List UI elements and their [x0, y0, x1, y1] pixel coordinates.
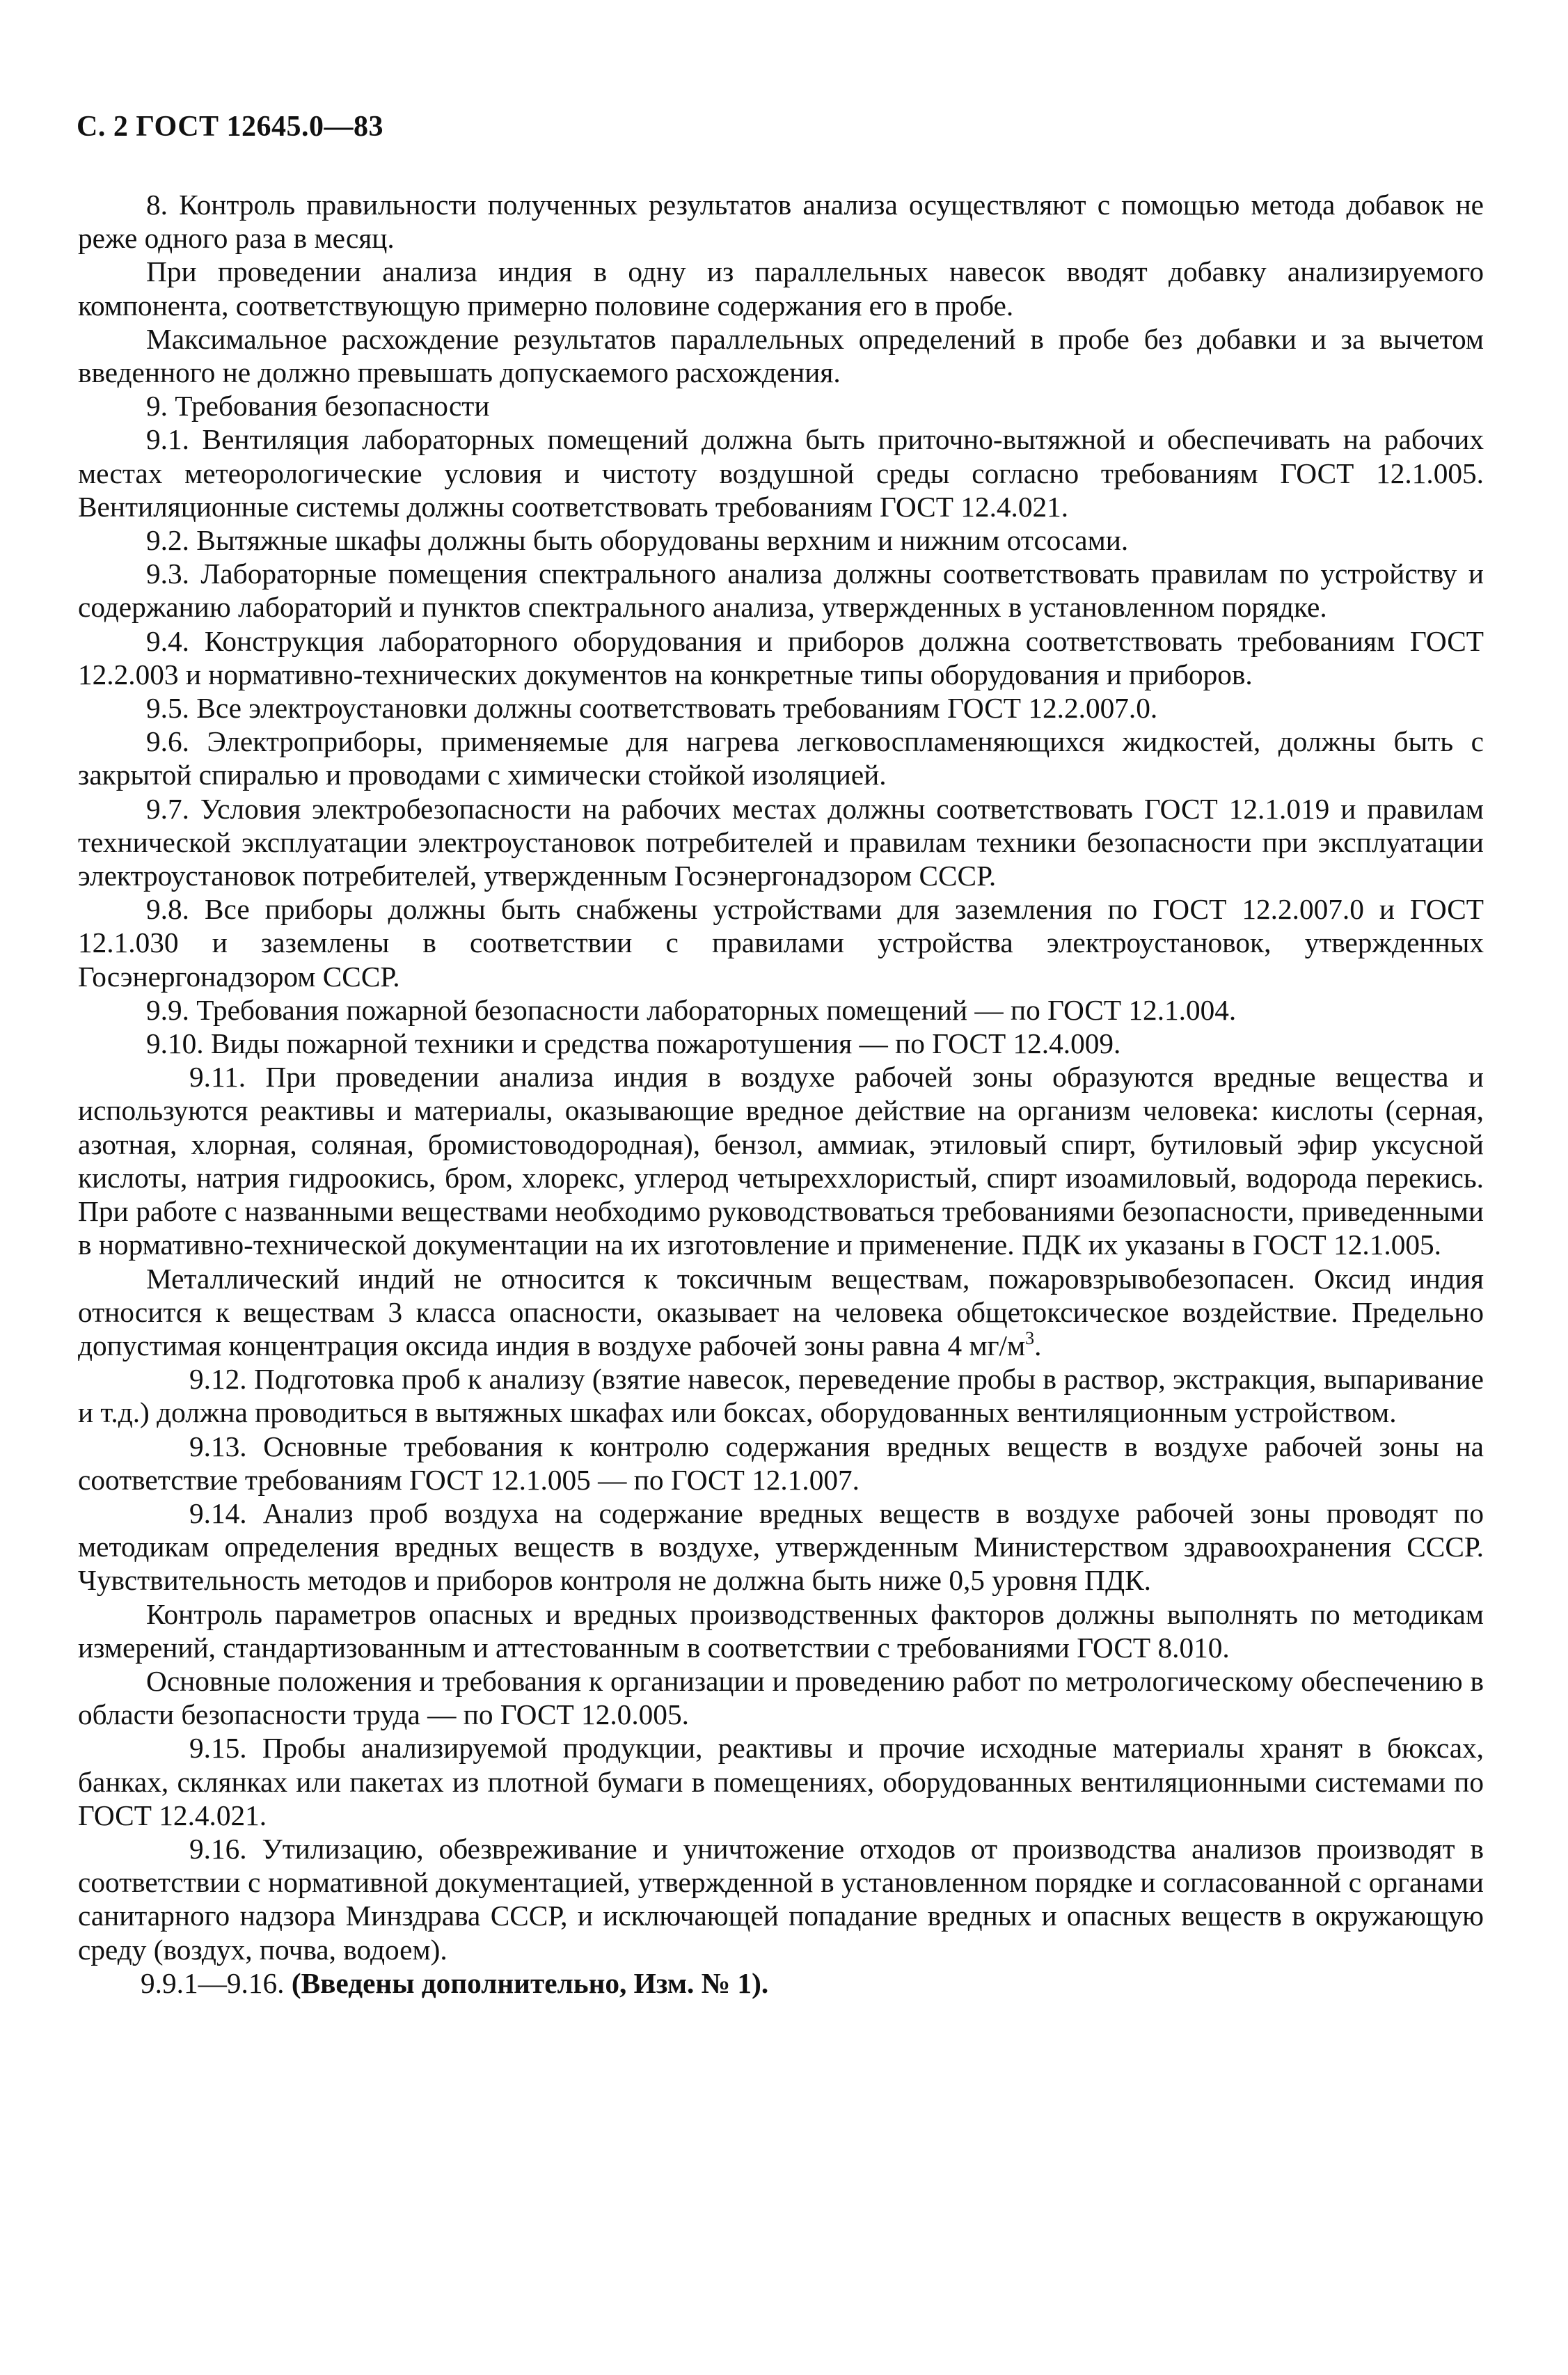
- paragraph-9-2: 9.2. Вытяжные шкафы должны быть оборудованы верхним и нижним отсосами.: [146, 524, 1129, 557]
- paragraph-9-13: 9.13. Основные требования к контролю содержания вредных веществ в воздухе рабочей зоны на соответствие требованиям ГОСТ 12.1.005 — по ГОСТ 12.1.007.: [78, 1430, 1484, 1496]
- paragraph-8-addition: При проведении анализа индия в одну из параллельных навесок вводят добавку анализируемого компонента, соответствующую примерно половине содержания его в пробе.: [78, 255, 1484, 322]
- section-9-heading: 9. Требования безопасности: [146, 390, 490, 423]
- paragraph-9-5: 9.5. Все электроустановки должны соответствовать требованиям ГОСТ 12.2.007.0.: [146, 692, 1158, 725]
- paragraph-indium-toxicity: [78, 1262, 1484, 1363]
- document-body: [78, 188, 1484, 2000]
- paragraph-9-10: 9.10. Виды пожарной техники и средства пожаротушения — по ГОСТ 12.4.009.: [146, 1027, 1121, 1060]
- indium-text: Металлический индий не относится к токсичным веществам, пожаровзрывобезопасен. Оксид индия относится к веществам 3 класса опасности, оказывает на человека общетоксическое воздействие. Предельно допустимая концентрация оксида индия в воздухе рабочей зоны равна 4 мг/м: [78, 1262, 1484, 1362]
- paragraph-metrology: Основные положения и требования к организации и проведению работ по метрологическому обеспечению в области безопасности труда — по ГОСТ 12.0.005.: [78, 1664, 1484, 1731]
- paragraph-9-8: 9.8. Все приборы должны быть снабжены устройствами для заземления по ГОСТ 12.2.007.0 и ГОСТ 12.1.030 и заземлены в соответствии с правилами устройства электроустановок, утвержденных Госэнергонадзором СССР.: [78, 893, 1484, 993]
- paragraph-9-6: 9.6. Электроприборы, применяемые для нагрева легковоспламеняющихся жидкостей, должны быть с закрытой спиралью и проводами с химически стойкой изоляцией.: [78, 725, 1484, 791]
- paragraph-9-3: 9.3. Лабораторные помещения спектрального анализа должны соответствовать правилам по устройству и содержанию лабораторий и пунктов спектрального анализа, утвержденных в установленном порядке.: [78, 558, 1484, 624]
- amendment-note: [78, 1966, 1484, 2000]
- paragraph-8-divergence: Максимальное расхождение результатов параллельных определений в пробе без добавки и за вычетом введенного не должно превышать допускаемого расхождения.: [78, 322, 1484, 389]
- amendment-note-prefix: 9.9.1—9.16.: [141, 1966, 292, 1999]
- paragraph-9-9: 9.9. Требования пожарной безопасности лабораторных помещений — по ГОСТ 12.1.004.: [146, 993, 1237, 1026]
- paragraph-9-14: 9.14. Анализ проб воздуха на содержание вредных веществ в воздухе рабочей зоны проводят по методикам определения вредных веществ в воздухе, утвержденным Министерством здравоохранения СССР. Чувствительность методов и приборов контроля не должна быть ниже 0,5 уровня ПДК.: [78, 1497, 1484, 1597]
- amendment-note-bold: (Введены дополнительно, Изм. № 1).: [291, 1966, 769, 1999]
- paragraph-control-parameters: Контроль параметров опасных и вредных производственных факторов должны выполнять по методикам измерений, стандартизованным и аттестованным в соответствии с требованиями ГОСТ 8.010.: [78, 1597, 1484, 1664]
- paragraph-9-12: 9.12. Подготовка проб к анализу (взятие навесок, переведение пробы в раствор, экстракция, выпаривание и т.д.) должна проводиться в вытяжных шкафах или боксах, оборудованных вентиляционным устройством.: [78, 1363, 1484, 1429]
- paragraph-9-16: 9.16. Утилизацию, обезвреживание и уничтожение отходов от производства анализов производят в соответствии с нормативной документацией, утвержденной в установленном порядке и согласованной с органами санитарного надзора Минздрава СССР, и исключающей попадание вредных и опасных веществ в окружающую среду (воздух, почва, водоем).: [78, 1832, 1484, 1966]
- paragraph-9-7: 9.7. Условия электробезопасности на рабочих местах должны соответствовать ГОСТ 12.1.019 и правилам технической эксплуатации электроустановок потребителей и правилам техники безопасности при эксплуатации электроустановок потребителей, утвержденным Госэнергонадзором СССР.: [78, 792, 1484, 892]
- paragraph-9-11: 9.11. При проведении анализа индия в воздухе рабочей зоны образуются вредные вещества и используются реактивы и материалы, оказывающие вредное действие на организм человека: кислоты (серная, азотная, хлорная, соляная, бромистоводородная), бензол, аммиак, этиловый спирт, бутиловый эфир уксусной кислоты, натрия гидроокись, бром, хлорекс, углерод четыреххлористый, спирт изоамиловый, водорода перекись. При работе с названными веществами необходимо руководствоваться требованиями безопасности, приведенными в нормативно-технической документации на их изготовление и применение. ПДК их указаны в ГОСТ 12.1.005.: [78, 1061, 1484, 1261]
- paragraph-9-1: 9.1. Вентиляция лабораторных помещений должна быть приточно-вытяжной и обеспечивать на рабочих местах метеорологические условия и чистоту воздушной среды согласно требованиям ГОСТ 12.1.005. Вентиляционные системы должны соответствовать требованиям ГОСТ 12.4.021.: [78, 423, 1484, 523]
- paragraph-9-15: 9.15. Пробы анализируемой продукции, реактивы и прочие исходные материалы хранят в бюксах, банках, склянках или пакетах из плотной бумаги в помещениях, оборудованных вентиляционными системами по ГОСТ 12.4.021.: [78, 1732, 1484, 1831]
- paragraph-9-4: 9.4. Конструкция лабораторного оборудования и приборов должна соответствовать требованиям ГОСТ 12.2.003 и нормативно-технических документов на конкретные типы оборудования и приборов.: [78, 624, 1484, 691]
- page-header: С. 2 ГОСТ 12645.0—83: [77, 111, 384, 143]
- indium-superscript: 3: [1025, 1327, 1035, 1348]
- indium-end: .: [1034, 1329, 1042, 1362]
- paragraph-8: 8. Контроль правильности полученных результатов анализа осуществляют с помощью метода добавок не реже одного раза в месяц.: [78, 189, 1484, 255]
